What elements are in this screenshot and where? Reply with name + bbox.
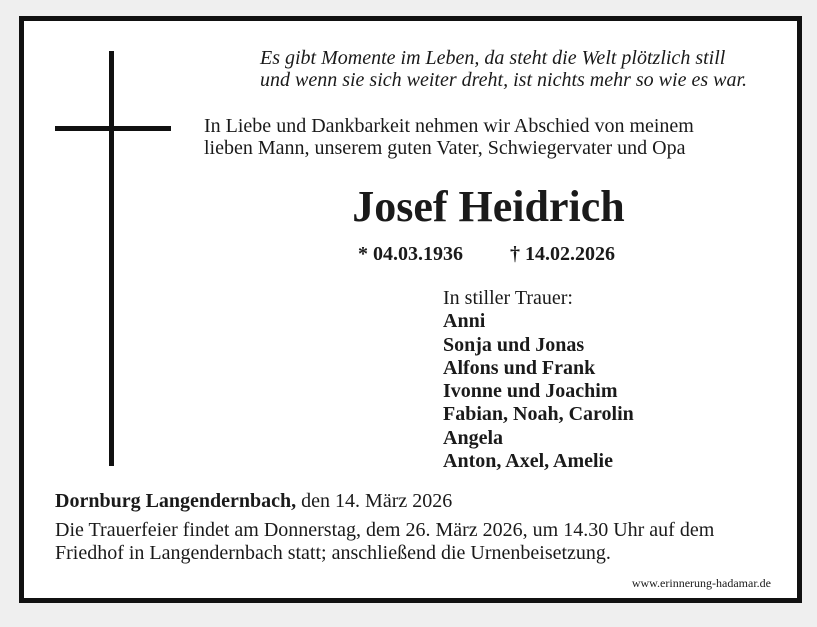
mourner-entry: Alfons und Frank [443,356,596,379]
birth-date: * 04.03.1936 [358,243,463,265]
death-date: † 14.02.2026 [510,243,615,265]
cross-icon-vertical-bar [109,51,114,466]
quote-line-2: und wenn sie sich weiter dreht, ist nichts mehr so wie es war. [260,69,748,91]
mourners-heading: In stiller Trauer: [443,287,573,309]
funeral-line-1: Die Trauerfeier findet am Donnerstag, dem 26. März 2026, um 14.30 Uhr auf dem [55,519,715,541]
mourner-entry: Sonja und Jonas [443,333,585,356]
quote [260,47,747,91]
mourners-list [443,287,634,473]
cross-icon-horizontal-bar [55,126,171,131]
deceased-name: Josef Heidrich [352,182,625,231]
website-link[interactable]: www.erinnerung-hadamar.de [631,576,771,590]
funeral-notice [55,519,714,565]
mourner-entry: Fabian, Noah, Carolin [443,403,634,426]
mourner-entry: Anton, Axel, Amelie [443,450,613,473]
intro-line-1: In Liebe und Dankbarkeit nehmen wir Abschied von meinem [204,115,694,137]
intro-line-2: lieben Mann, unserem guten Vater, Schwiegervater und Opa [204,137,686,159]
mourner-entry: Angela [443,426,503,449]
obituary-card [19,16,802,603]
funeral-line-2: Friedhof in Langendernbach statt; anschließend die Urnenbeisetzung. [55,542,611,564]
quote-line-1: Es gibt Momente im Leben, da steht die Welt plötzlich still [260,47,726,69]
mourner-entry: Ivonne und Joachim [443,380,618,403]
place-name: Dornburg Langendernbach, [55,490,297,512]
intro-text [204,115,694,159]
announcement-date: den 14. März 2026 [296,490,453,512]
place-and-date [55,489,452,513]
mourner-entry: Anni [443,310,486,333]
